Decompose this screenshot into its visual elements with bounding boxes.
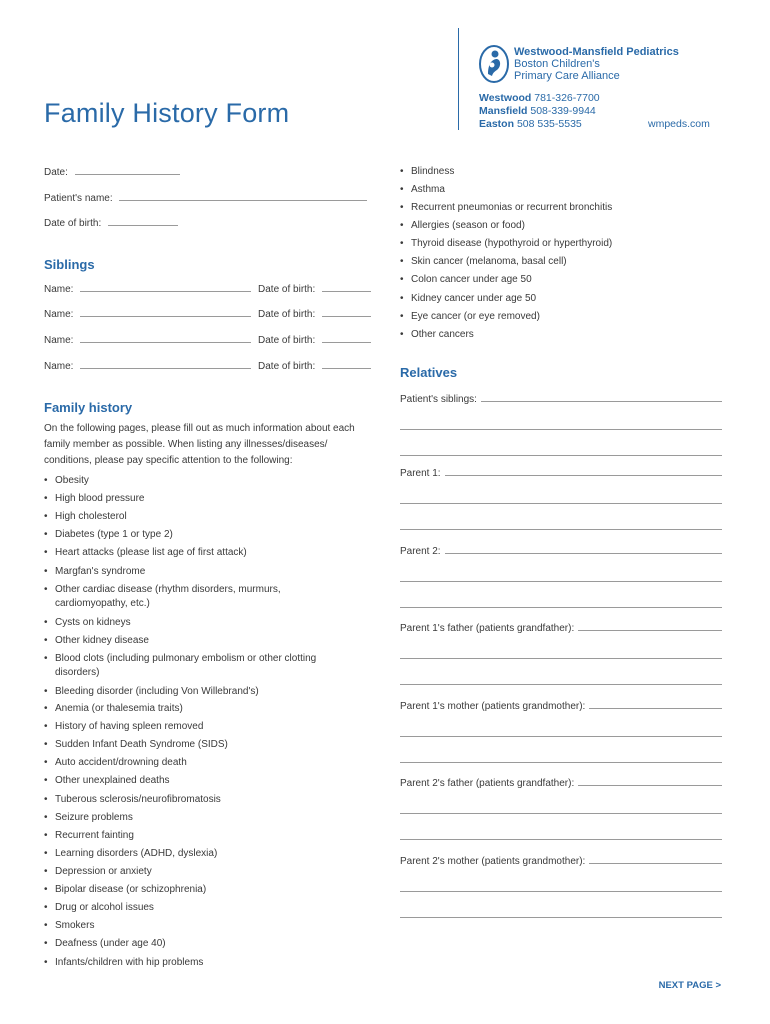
relative-extra-line[interactable] [400,762,722,763]
condition-item: • Other unexplained deaths [44,774,364,788]
family-history-intro: On the following pages, please fill out as much information about each family member as possible. When listing any illnesses/diseases/ conditions, please pay specific attention to the following: [44,423,355,466]
relative-label: Parent 1's father (patients grandfather): [400,623,575,634]
relative-extra-line[interactable] [400,658,722,659]
org-name-line1: Westwood-Mansfield Pediatrics [514,46,679,58]
relative-input-line[interactable] [578,622,722,631]
sibling-dob-line[interactable] [322,334,371,343]
relative-extra-line[interactable] [400,529,722,530]
date-field[interactable] [44,166,180,178]
sibling-name-label: Name: [44,284,74,295]
condition-item: • Kidney cancer under age 50 [400,292,730,305]
condition-item: • Obesity [44,474,364,488]
condition-item: • Anemia (or thalesemia traits) [44,702,364,716]
sibling-name-label: Name: [44,309,74,320]
condition-item: • History of having spleen removed [44,720,364,734]
sibling-row[interactable] [44,334,371,346]
condition-item: • High blood pressure [44,492,364,506]
condition-item: • Thyroid disease (hypothyroid or hyperthyroid) [400,237,730,250]
sibling-name-line[interactable] [80,308,251,317]
relative-field[interactable] [400,700,722,712]
patient-name-field[interactable] [44,192,367,204]
relative-field[interactable] [400,393,722,405]
contact-city: Mansfield [479,105,528,117]
condition-item: • Auto accident/drowning death [44,756,364,770]
mother-child-logo-icon [478,44,510,84]
condition-item: • Sudden Infant Death Syndrome (SIDS) [44,738,364,752]
patient-name-line[interactable] [119,192,367,201]
contact-mansfield [479,105,600,118]
relative-extra-line[interactable] [400,839,722,840]
sibling-name-label: Name: [44,335,74,346]
relative-label: Parent 1's mother (patients grandmother): [400,701,586,712]
relative-label: Parent 2's mother (patients grandmother): [400,856,586,867]
condition-item: • Other kidney disease [44,634,364,648]
date-line[interactable] [75,166,180,175]
condition-item: • Bipolar disease (or schizophrenia) [44,883,364,897]
relative-input-line[interactable] [481,393,722,402]
org-name [514,46,679,82]
contact-phone: 508-339-9944 [530,105,596,117]
sibling-row[interactable] [44,283,371,295]
relative-label: Parent 2: [400,546,441,557]
relatives-heading: Relatives [400,365,458,380]
date-of-birth-label: Date of birth: [44,218,102,229]
sibling-name-line[interactable] [80,334,251,343]
relative-input-line[interactable] [589,855,722,864]
relative-extra-line[interactable] [400,429,722,430]
relative-input-line[interactable] [578,777,722,786]
condition-item: • Smokers [44,919,364,933]
contact-easton [479,118,600,131]
relative-extra-line[interactable] [400,736,722,737]
sibling-name-line[interactable] [80,283,251,292]
relative-label: Parent 2's father (patients grandfather): [400,778,575,789]
condition-item: • Bleeding disorder (including Von Willebrand's) [44,685,364,699]
relative-label: Parent 1: [400,468,441,479]
relative-input-line[interactable] [445,545,722,554]
condition-item: • Skin cancer (melanoma, basal cell) [400,255,730,268]
relative-field[interactable] [400,855,722,867]
relative-field[interactable] [400,622,722,634]
condition-item: • Recurrent pneumonias or recurrent bronchitis [400,201,730,214]
family-history-heading: Family history [44,400,133,415]
relative-label: Patient's siblings: [400,394,477,405]
condition-item: • Cysts on kidneys [44,616,364,630]
condition-item: • Deafness (under age 40) [44,937,364,951]
contact-phone: 781-326-7700 [534,92,600,104]
relative-extra-line[interactable] [400,455,722,456]
sibling-name-label: Name: [44,361,74,372]
condition-item: • Margfan's syndrome [44,565,364,579]
condition-item: • Asthma [400,183,730,196]
condition-item: • Infants/children with hip problems [44,956,364,970]
org-name-line3: Primary Care Alliance [514,70,620,82]
condition-item: • Recurrent fainting [44,829,364,843]
relative-extra-line[interactable] [400,503,722,504]
siblings-heading: Siblings [44,257,95,272]
next-page-link[interactable]: NEXT PAGE > [658,980,721,991]
contact-city: Westwood [479,92,532,104]
date-label: Date: [44,167,68,178]
relative-extra-line[interactable] [400,917,722,918]
sibling-dob-label: Date of birth: [258,335,316,346]
sibling-row[interactable] [44,308,371,320]
condition-item: • Eye cancer (or eye removed) [400,310,730,323]
relative-extra-line[interactable] [400,891,722,892]
relative-field[interactable] [400,545,722,557]
relative-field[interactable] [400,467,722,479]
condition-item: • Colon cancer under age 50 [400,273,730,286]
condition-item: • Diabetes (type 1 or type 2) [44,528,364,542]
contact-westwood [479,92,600,105]
condition-item: • Depression or anxiety [44,865,364,879]
condition-item: • Allergies (season or food) [400,219,730,232]
relative-extra-line[interactable] [400,813,722,814]
condition-item: • High cholesterol [44,510,364,524]
condition-item: • Drug or alcohol issues [44,901,364,915]
condition-item: • Blindness [400,165,730,178]
contact-city: Easton [479,118,515,130]
relative-extra-line[interactable] [400,581,722,582]
sibling-row[interactable] [44,360,371,372]
header-divider [458,28,459,130]
relative-field[interactable] [400,777,722,789]
condition-item: • Other cancers [400,328,730,341]
date-of-birth-field[interactable] [44,217,178,229]
condition-item: • Learning disorders (ADHD, dyslexia) [44,847,364,861]
condition-item: • Blood clots (including pulmonary embolism or other clotting disorders) [44,652,344,680]
relative-input-line[interactable] [445,467,722,476]
condition-item: • Heart attacks (please list age of first attack) [44,546,364,560]
website: wmpeds.com [648,118,710,130]
sibling-dob-line[interactable] [322,308,371,317]
sibling-dob-line[interactable] [322,360,371,369]
sibling-dob-label: Date of birth: [258,361,316,372]
relative-extra-line[interactable] [400,607,722,608]
sibling-dob-line[interactable] [322,283,371,292]
sibling-name-line[interactable] [80,360,251,369]
relative-input-line[interactable] [589,700,722,709]
org-name-line2: Boston Children's [514,58,600,70]
date-of-birth-line[interactable] [108,217,178,226]
condition-item: • Tuberous sclerosis/neurofibromatosis [44,793,364,807]
condition-item: • Seizure problems [44,811,364,825]
condition-item: • Other cardiac disease (rhythm disorders, murmurs, cardiomyopathy, etc.) [44,583,344,611]
patient-name-label: Patient's name: [44,193,113,204]
sibling-dob-label: Date of birth: [258,309,316,320]
sibling-dob-label: Date of birth: [258,284,316,295]
contact-phone: 508 535-5535 [516,118,582,130]
relative-extra-line[interactable] [400,684,722,685]
page-title: Family History Form [44,98,290,128]
office-contacts [479,92,600,131]
